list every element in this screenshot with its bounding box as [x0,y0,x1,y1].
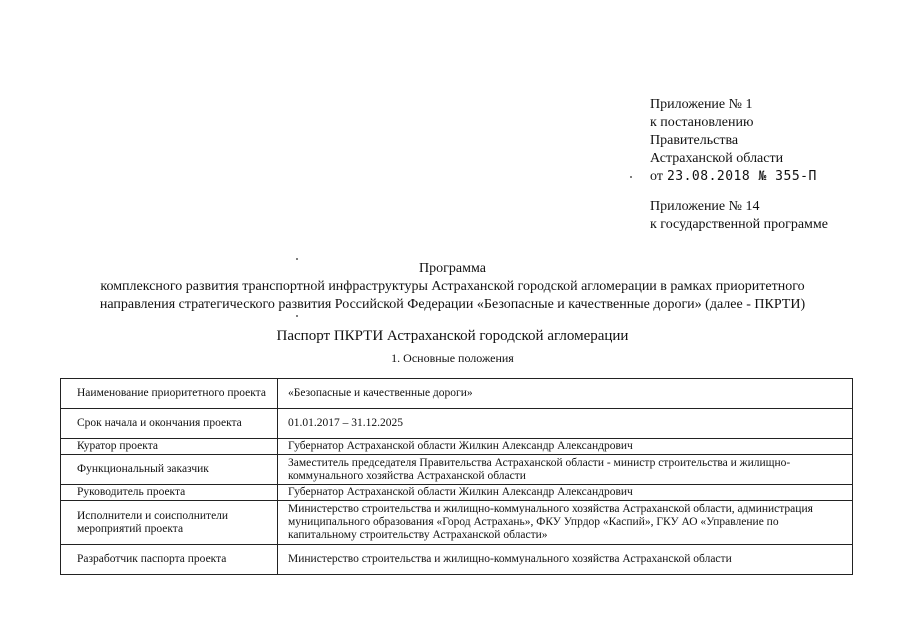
table-row [61,409,853,439]
row-label: Руководитель проекта [61,485,278,501]
appendix-14-line: к государственной программе [650,217,828,232]
appendix-14-block [650,198,828,234]
row-value: Заместитель председателя Правительства Астраханской области - министр строительства и жилищно-коммунального хозяйства Астраханской области [278,455,853,485]
table-row [61,485,853,501]
row-label: Исполнители и соисполнители мероприятий проекта [61,501,278,545]
appendix-1-line: Приложение № 1 [650,97,753,112]
row-value: «Безопасные и качественные дороги» [278,379,853,409]
row-value: Министерство строительства и жилищно-коммунального хозяйства Астраханской области [278,545,853,575]
row-label: Разработчик паспорта проекта [61,545,278,575]
appendix-1-line: Астраханской области [650,151,784,166]
program-title [0,260,905,314]
section-title: 1. Основные положения [391,351,514,365]
row-label: Наименование приоритетного проекта [61,379,278,409]
appendix-1-block [650,96,817,186]
decree-prefix: от [650,169,663,184]
appendix-14-line: Приложение № 14 [650,199,760,214]
row-value: Министерство строительства и жилищно-коммунального хозяйства Астраханской области, администрация муниципального образования «Город Астрахань», ФКУ Упрдор «Каспий», ГКУ АО «Управление по капитальному строительству Астраханской области» [278,501,853,545]
row-value: Губернатор Астраханской области Жилкин Александр Александрович [278,485,853,501]
scan-speck [630,176,632,178]
table-row [61,439,853,455]
row-label: Функциональный заказчик [61,455,278,485]
decree-line [650,168,817,186]
row-label: Срок начала и окончания проекта [61,409,278,439]
scan-speck [296,315,298,317]
table-row [61,455,853,485]
decree-date-number: 23.08.2018 № 355-П [666,169,817,184]
row-value: 01.01.2017 – 31.12.2025 [278,409,853,439]
table-row [61,545,853,575]
program-title-line: Программа [419,261,486,276]
appendix-1-line: Правительства [650,133,739,148]
table-row [61,379,853,409]
appendix-1-line: к постановлению [650,115,754,130]
program-title-line: комплексного развития транспортной инфраструктуры Астраханской городской агломерации в рамках приоритетного [100,279,805,294]
scan-speck [296,258,298,260]
program-title-line: направления стратегического развития Российской Федерации «Безопасные и качественные дороги» (далее - ПКРТИ) [99,297,806,312]
table-row [61,501,853,545]
row-value: Губернатор Астраханской области Жилкин Александр Александрович [278,439,853,455]
passport-title: Паспорт ПКРТИ Астраханской городской агломерации [276,328,629,344]
passport-table [60,378,853,575]
row-label: Куратор проекта [61,439,278,455]
